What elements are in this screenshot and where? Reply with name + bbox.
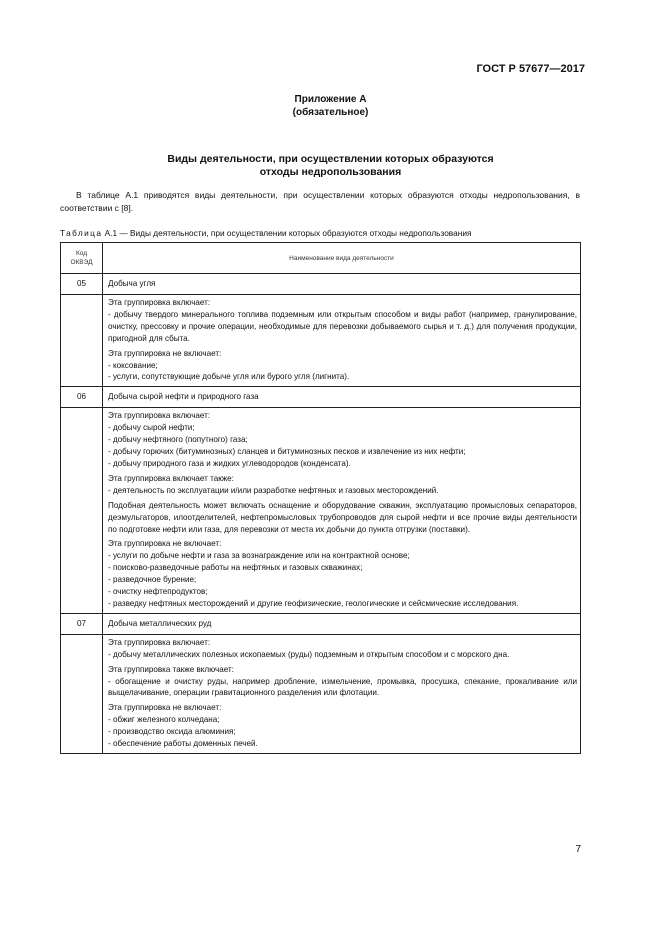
bullet-item: - обогащение и очистку руды, например дробление, измельчение, промывка, просушка, спекание, прокаливание или выщелачивание, операции гравитационного разделения или флотации. <box>108 676 577 698</box>
bullet-item: - очистку нефтепродуктов; <box>108 587 208 597</box>
group-code: 05 <box>61 274 103 295</box>
bullet-item: - услуги, сопутствующие добыче угля или бурого угля (лигнита). <box>108 372 350 382</box>
empty-code-cell <box>61 295 103 387</box>
header-code-line: ОКВЭД <box>70 259 93 266</box>
group-description <box>103 295 581 387</box>
group-row <box>61 274 581 295</box>
bullet-item: - поисково-разведочные работы на нефтяных и газовых скважинах; <box>108 563 363 573</box>
section-heading <box>0 153 661 179</box>
bullet-item: - добычу природного газа и жидких углеводородов (конденсата). <box>108 458 351 468</box>
bullet-item: - деятельность по эксплуатации и/или разработке нефтяных и газовых месторождений. <box>108 485 439 495</box>
annex-block <box>0 93 661 119</box>
document-code: ГОСТ Р 57677—2017 <box>476 63 585 75</box>
page-number: 7 <box>575 844 581 855</box>
description-line: Эта группировка включает: <box>108 637 211 647</box>
group-name: Добыча металлических руд <box>103 613 581 634</box>
intro-paragraph: В таблице А.1 приводятся виды деятельности, при осуществлении которых образуются отходы недропользования, в соответствии с [8]. <box>60 190 580 213</box>
bullet-item: - добычу нефтяного (попутного) газа; <box>108 435 248 445</box>
group-description <box>103 634 581 753</box>
group-description-row <box>61 295 581 387</box>
group-description-row <box>61 408 581 614</box>
bullet-item: - производство оксида алюминия; <box>108 727 236 737</box>
description-line: Эта группировка включает также: <box>108 473 234 483</box>
description-line: Эта группировка не включает: <box>108 348 222 358</box>
heading-line-1: Виды деятельности, при осуществлении которых образуются <box>167 153 494 165</box>
bullet-item: - обеспечение работы доменных печей. <box>108 739 258 749</box>
annex-status: (обязательное) <box>292 107 369 118</box>
bullet-item: - обжиг железного колчедана; <box>108 715 220 725</box>
bullet-item: - добычу сырой нефти; <box>108 423 195 433</box>
description-line: Эта группировка не включает: <box>108 703 222 713</box>
header-code-line: Код <box>75 250 88 257</box>
group-name: Добыча сырой нефти и природного газа <box>103 387 581 408</box>
bullet-item: - разведочное бурение; <box>108 575 197 585</box>
table-caption <box>60 228 471 238</box>
empty-code-cell <box>61 408 103 614</box>
bullet-item: - услуги по добыче нефти и газа за вознаграждение или на контрактной основе; <box>108 551 410 561</box>
empty-code-cell <box>61 634 103 753</box>
table-header-row <box>61 243 581 274</box>
activities-table <box>60 242 581 754</box>
heading-line-2: отходы недропользования <box>259 166 402 178</box>
description-line: Подобная деятельность может включать оснащение и оборудование скважин, эксплуатацию промысловых сепараторов, деэмульгаторов, илоотделителей, нефтепромысловых трубопроводов для сырой нефти и все прочие виды деятельности по подготовке нефти или газа, для перевозки от места их добычи до пункта отгрузки (поставки). <box>108 500 577 534</box>
description-line: Эта группировка включает: <box>108 411 211 421</box>
bullet-item: - разведку нефтяных месторождений и другие геофизические, геологические и сейсмические исследования. <box>108 598 519 608</box>
group-name: Добыча угля <box>103 274 581 295</box>
table-caption-text: А.1 — Виды деятельности, при осуществлении которых образуются отходы недропользования <box>102 228 472 238</box>
group-description <box>103 408 581 614</box>
header-code-text <box>61 249 102 267</box>
header-code <box>61 243 103 274</box>
table-caption-label: Таблица <box>60 228 103 238</box>
bullet-item: - добычу горючих (битуминозных) сланцев и битуминозных песков и извлечение из них нефти; <box>108 447 466 457</box>
description-line: Эта группировка включает: <box>108 298 211 307</box>
group-description-row <box>61 634 581 753</box>
group-code: 06 <box>61 387 103 408</box>
group-code: 07 <box>61 613 103 634</box>
header-name: Наименование вида деятельности <box>103 243 581 274</box>
bullet-item: - добычу твердого минерального топлива подземным или открытым способом и виды работ (например, гранулирование, очистку, прессовку и прочие операции, необходимые для перевозки добываемого сырья и т. д.) для получения продукции, пригодной для сбыта. <box>108 309 577 343</box>
bullet-item: - добычу металлических полезных ископаемых (руды) подземным и открытым способом и с морского дна. <box>108 649 510 659</box>
group-row <box>61 613 581 634</box>
group-row <box>61 387 581 408</box>
annex-title: Приложение А <box>294 94 367 105</box>
bullet-item: - коксование; <box>108 360 158 370</box>
description-line: Эта группировка не включает: <box>108 539 222 549</box>
description-line: Эта группировка также включает: <box>108 664 234 674</box>
